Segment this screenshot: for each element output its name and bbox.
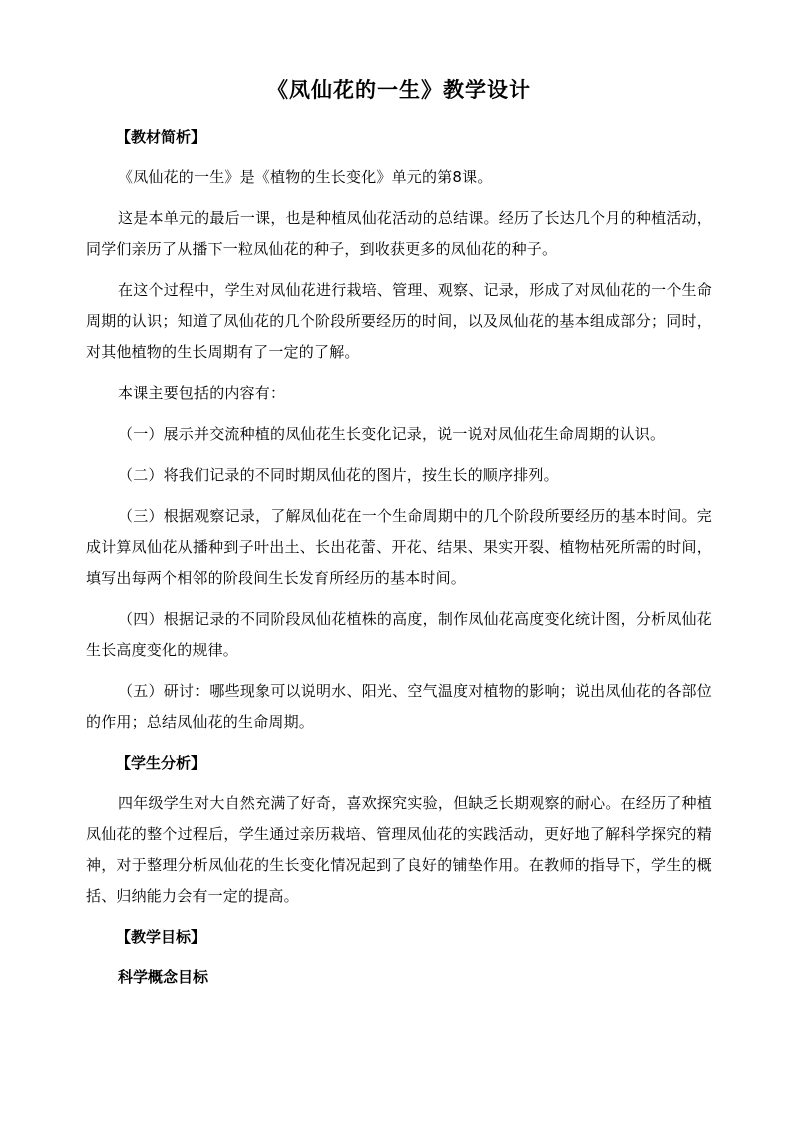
paragraph: 本课主要包括的内容有： (118, 384, 286, 402)
paragraph: 《凤仙花的一生》是《植物的生长变化》单元的第8课。 (118, 168, 493, 186)
paragraph: （四）根据记录的不同阶段凤仙花植株的高度，制作凤仙花高度变化统计图，分析凤仙花生长高度变化的规律。 (86, 610, 712, 659)
paragraph: （一）展示并交流种植的凤仙花生长变化记录，说一说对凤仙花生命周期的认识。 (118, 425, 666, 443)
section-heading-goals: 【教学目标】 (116, 928, 207, 946)
section-heading-students: 【学生分析】 (116, 754, 207, 772)
paragraph: （五）研讨：哪些现象可以说明水、阳光、空气温度对植物的影响；说出凤仙花的各部位的作用；总结凤仙花的生命周期。 (86, 682, 712, 731)
paragraph: 这是本单元的最后一课，也是种植凤仙花活动的总结课。经历了长达几个月的种植活动，同学们亲历了从播下一粒凤仙花的种子，到收获更多的凤仙花的种子。 (86, 209, 712, 258)
section-heading-material: 【教材简析】 (116, 128, 207, 146)
paragraph: 在这个过程中，学生对凤仙花进行栽培、管理、观察、记录，形成了对凤仙花的一个生命周期的认识；知道了凤仙花的几个阶段所要经历的时间，以及凤仙花的基本组成部分；同时，对其他植物的生长周期有了一定的了解。 (86, 281, 712, 361)
paragraph: 四年级学生对大自然充满了好奇，喜欢探究实验，但缺乏长期观察的耐心。在经历了种植凤仙花的整个过程后，学生通过亲历栽培、管理凤仙花的实践活动，更好地了解科学探究的精神，对于整理分析凤仙花的生长变化情况起到了良好的铺垫作用。在教师的指导下，学生的概括、归纳能力会有一定的提高。 (86, 794, 712, 905)
paragraph: （二）将我们记录的不同时期凤仙花的图片，按生长的顺序排列。 (118, 466, 559, 484)
subheading-science-concept: 科学概念目标 (118, 968, 209, 986)
document-title: 《凤仙花的一生》教学设计 (267, 78, 531, 102)
paragraph: （三）根据观察记录，了解凤仙花在一个生命周期中的几个阶段所要经历的基本时间。完成计算凤仙花从播种到子叶出土、长出花蕾、开花、结果、果实开裂、植物枯死所需的时间，填写出每两个相邻的阶段间生长发育所经历的基本时间。 (86, 507, 712, 587)
